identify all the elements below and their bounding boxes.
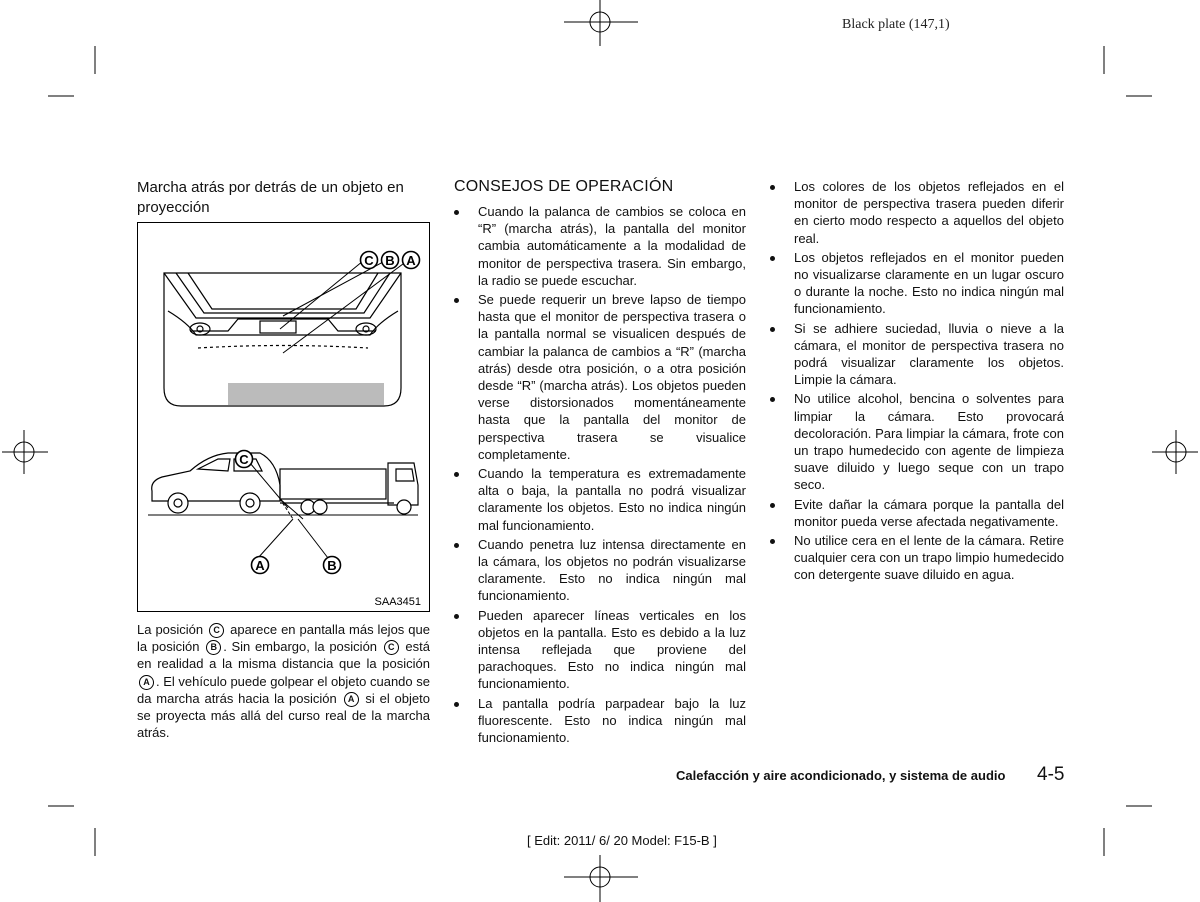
figure-caption [137, 621, 430, 741]
list-item [770, 249, 1064, 318]
car-illustration [152, 453, 280, 513]
label-a-side: A [255, 558, 265, 573]
list-item [770, 390, 1064, 493]
label-c-top: C [364, 253, 374, 268]
figure-title: Marcha atrás por detrás de un objeto en proyección [137, 179, 404, 216]
bullet-text: Cuando la palanca de cambios se coloca en “R” (marcha atrás), la pantalla del monitor cambia automáticamente a la modalidad de monitor de perspectiva trasera. Sin embargo, la radio se puede escuchar. [478, 204, 746, 288]
list-item [454, 607, 746, 693]
inline-label-c-2: C [384, 640, 399, 655]
bullet-text: No utilice cera en el lente de la cámara. Retire cualquier cera con un trapo limpio humedecido con detergente suave diluido en agua. [794, 533, 1064, 583]
bullet-icon [454, 543, 459, 548]
bullet-icon [770, 539, 775, 544]
edit-line: [ Edit: 2011/ 6/ 20 Model: F15-B ] [527, 833, 717, 848]
black-plate-label: Black plate (147,1) [842, 17, 950, 32]
bullet-text: Se puede requerir un breve lapso de tiempo hasta que el monitor de perspectiva trasera o la pantalla normal se visualicen después de cambiar la palanca de cambios a “R” (marcha atrás) desde otra posición, o a otra posición desde “R” (marcha atrás). Los objetos pueden verse distorsionados momentáneamente hasta que la pantalla del monitor de perspectiva trasera se visualice completamente. [478, 292, 746, 462]
caption-part-1: La posición [137, 622, 204, 637]
figure-code: SAA3451 [374, 596, 421, 608]
bullet-text: Cuando la temperatura es extremadamente alta o baja, la pantalla no podrá visualizar claramente los objetos. Esto no indica ningún mal funcionamiento. [478, 466, 746, 533]
list-item [454, 291, 746, 463]
footer-section-title: Calefacción y aire acondicionado, y sistema de audio [676, 768, 1006, 783]
list-item [454, 695, 746, 747]
page-number: 4-5 [1037, 764, 1065, 785]
list-item [770, 178, 1064, 247]
bullet-list-3 [770, 178, 1064, 584]
section-heading: CONSEJOS DE OPERACIÓN [454, 178, 674, 195]
bullet-icon [454, 472, 459, 477]
rear-view-figure [137, 222, 430, 612]
bullet-icon [770, 327, 775, 332]
inline-label-a-2: A [344, 692, 359, 707]
list-item [454, 203, 746, 289]
inline-label-b: B [206, 640, 221, 655]
label-a-top: A [406, 253, 416, 268]
bullet-icon [770, 397, 775, 402]
label-b-side: B [327, 558, 337, 573]
bullet-icon [770, 256, 775, 261]
bullet-text: Cuando penetra luz intensa directamente en la cámara, los objetos no podrán visualizarse claramente. Esto no indica ningún mal funcionamiento. [478, 536, 746, 604]
bullet-text: Pueden aparecer líneas verticales en los objetos en la pantalla. Esto es debido a la luz intensa reflejada que proviene del parachoques. Esto no indica ningún mal funcionamiento. [478, 607, 746, 692]
list-item [454, 536, 746, 605]
list-item [770, 320, 1064, 389]
bullet-text: Los objetos reflejados en el monitor pueden no visualizarse claramente en un lugar oscuro o durante la noche. Esto no indica ningún mal funcionamiento. [794, 249, 1064, 317]
bullet-icon [454, 210, 459, 215]
bullet-list-2 [454, 203, 746, 746]
caption-part-5: . El vehículo puede golpear el objeto cuando se da marcha atrás hacia la posición [137, 673, 430, 706]
bullet-icon [770, 185, 775, 190]
truck-illustration [280, 463, 418, 514]
label-c-side: C [239, 452, 249, 467]
inline-label-a: A [139, 675, 154, 690]
bullet-column-3 [770, 178, 1064, 586]
bullet-text: La pantalla podría parpadear bajo la luz fluorescente. Esto no indica ningún mal funcionamiento. [478, 695, 746, 746]
bullet-icon [454, 614, 459, 619]
list-item [454, 465, 746, 534]
bullet-text: Evite dañar la cámara porque la pantalla del monitor pueda verse afectada negativamente. [794, 496, 1064, 529]
caption-part-3: . Sin embargo, la posición [223, 639, 378, 655]
caption-part-2: aparece en pantalla más lejos que la posición [137, 622, 430, 655]
bullet-text: Los colores de los objetos reflejados en el monitor de perspectiva trasera pueden diferir en cierto modo respecto a aquellos del objeto real. [794, 179, 1064, 246]
caption-part-6: si el objeto se proyecta más allá del curso real de la marcha atrás. [137, 690, 430, 741]
bullet-icon [770, 503, 775, 508]
label-b-top: B [385, 253, 395, 268]
caption-part-4: está en realidad a la misma distancia que la posición [137, 639, 430, 672]
bullet-text: Si se adhiere suciedad, lluvia o nieve a la cámara, el monitor de perspectiva trasera no podrá visualizar claramente los objetos. Limpie la cámara. [794, 320, 1064, 388]
list-item [770, 532, 1064, 584]
bullet-column-2 [454, 203, 746, 748]
inline-label-c: C [209, 623, 224, 638]
bullet-text: No utilice alcohol, bencina o solventes para limpiar la cámara. Esto provocará decoloración. Para limpiar la cámara, frote con un trapo humedecido con agente de limpieza suave diluido y luego seque con un trapo seco. [794, 391, 1064, 493]
figure-illustration [138, 223, 429, 611]
bullet-icon [454, 702, 459, 707]
list-item [770, 496, 1064, 530]
bullet-icon [454, 298, 459, 303]
